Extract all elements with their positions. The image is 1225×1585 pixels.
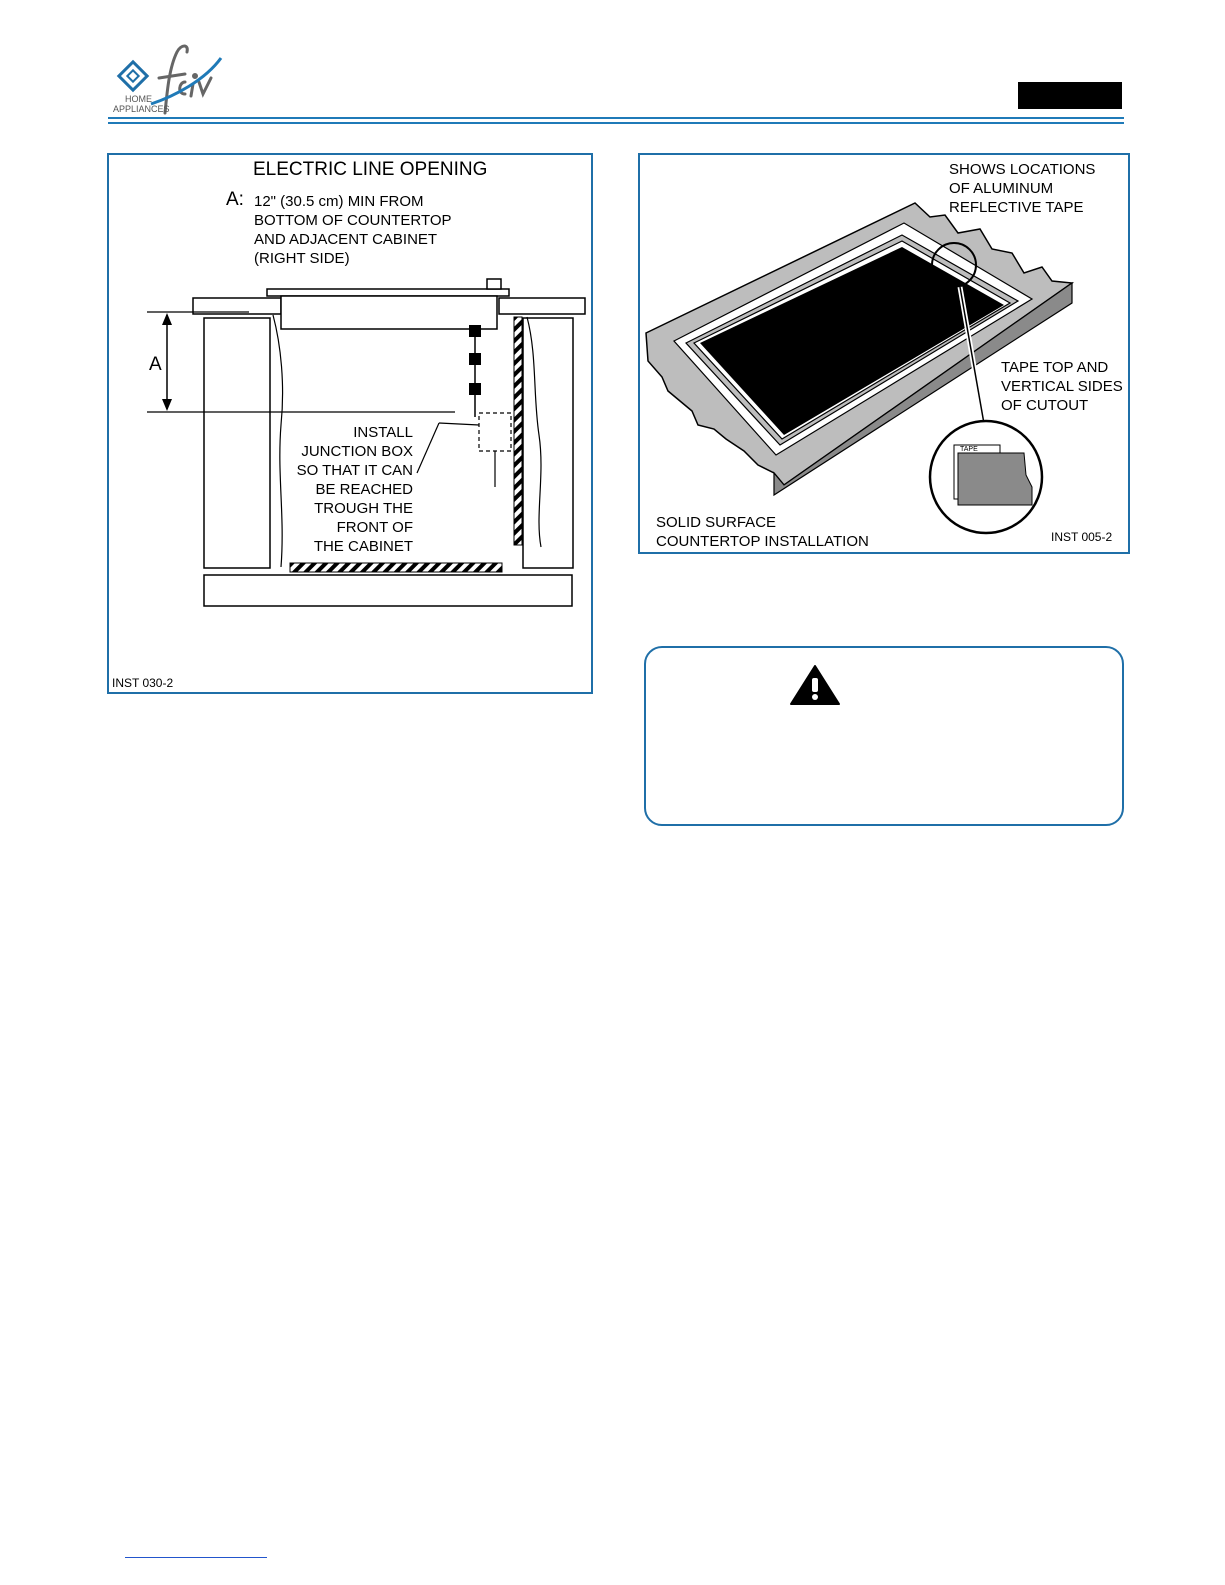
inset-panel <box>958 453 1032 505</box>
warning-triangle-icon <box>789 664 841 706</box>
header-rule <box>108 117 1124 119</box>
conduit-clip-1 <box>469 325 481 337</box>
side-note-line: VERTICAL SIDES <box>1001 378 1123 395</box>
brand-logo <box>105 38 230 118</box>
figure-electric-line-opening <box>107 153 593 694</box>
cabinet-right <box>523 318 573 568</box>
top-note-line: REFLECTIVE TAPE <box>949 199 1084 216</box>
callout-line: JUNCTION BOX <box>301 443 413 460</box>
callout-line: BE REACHED <box>315 481 413 498</box>
countertop-right <box>499 298 585 314</box>
callout-line: INSTALL <box>353 424 413 441</box>
cooktop-body <box>281 296 497 329</box>
cabinet-base <box>204 575 572 606</box>
header-tab <box>1018 82 1122 109</box>
junction-box <box>479 413 511 451</box>
logo-line2: APPLIANCES <box>113 104 170 114</box>
note-key: A: <box>226 189 244 210</box>
callout-line: THE CABINET <box>313 538 413 555</box>
side-note-line: OF CUTOUT <box>1001 397 1089 414</box>
footer-link-underline[interactable] <box>125 1557 267 1558</box>
note-line: 12" (30.5 cm) MIN FROM <box>254 193 424 210</box>
logo-line1: HOME <box>125 94 152 104</box>
figure-code: INST 005-2 <box>1051 530 1113 544</box>
fci-script-icon <box>159 46 211 113</box>
figure-solid-surface-tape <box>638 153 1130 554</box>
warning-box <box>644 646 1124 826</box>
top-note-line: OF ALUMINUM <box>949 180 1054 197</box>
diamond-mark-icon <box>119 62 147 90</box>
callout-line: TROUGH THE <box>314 500 413 517</box>
note-line: AND ADJACENT CABINET <box>254 231 438 248</box>
cabinet-left <box>204 318 270 568</box>
inset-label: TAPE <box>960 446 978 453</box>
caption-line: SOLID SURFACE <box>656 514 777 531</box>
cooktop-plate <box>267 289 509 296</box>
conduit-clip-3 <box>469 383 481 395</box>
conduit-clip-2 <box>469 353 481 365</box>
hatched-wall <box>514 317 522 545</box>
cooktop-knob <box>487 279 501 289</box>
callout-line: FRONT OF <box>336 519 413 536</box>
note-line: BOTTOM OF COUNTERTOP <box>254 212 452 229</box>
figure-code: INST 030-2 <box>112 676 174 690</box>
callout-line: SO THAT IT CAN <box>296 462 413 479</box>
hatched-floor <box>290 563 502 572</box>
header-rule-2 <box>108 122 1124 124</box>
dimension-label: A <box>149 354 162 375</box>
caption-line: COUNTERTOP INSTALLATION <box>656 533 869 550</box>
figure-title: ELECTRIC LINE OPENING <box>253 159 488 180</box>
side-note-line: TAPE TOP AND <box>1001 359 1109 376</box>
note-line: (RIGHT SIDE) <box>254 250 350 267</box>
top-note-line: SHOWS LOCATIONS <box>949 161 1096 178</box>
